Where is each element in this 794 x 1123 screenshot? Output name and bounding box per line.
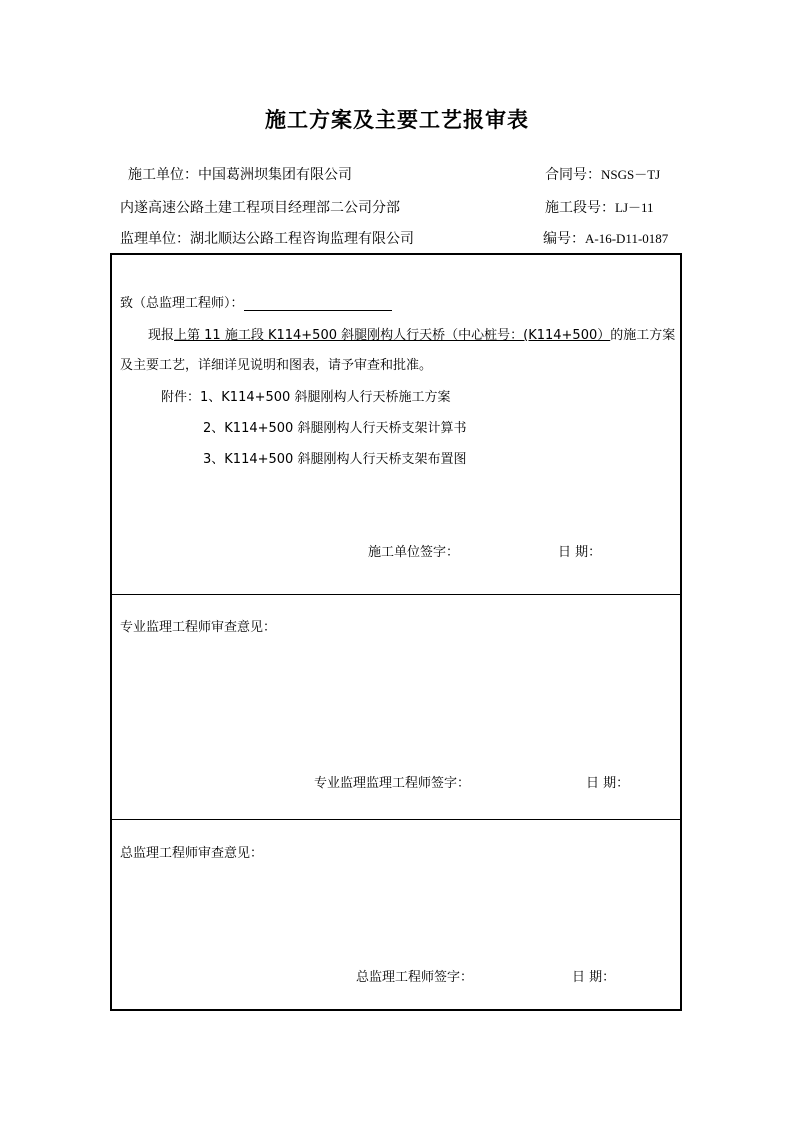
- chief-opinion-label: 总监理工程师审查意见：: [120, 846, 264, 861]
- chief-date-label: 日 期：: [572, 970, 616, 985]
- attachment-item: 2、K114+500 斜腿刚构人行天桥支架计算书: [203, 421, 467, 436]
- section-no-row: [545, 197, 654, 217]
- addressee-row: [120, 292, 392, 311]
- attachment-row-1: [161, 386, 450, 405]
- chief-review-section: [112, 820, 680, 1009]
- contractor-name: 中国葛洲坝集团有限公司: [198, 167, 352, 183]
- serial-no-label: 编号：: [543, 231, 585, 247]
- specialist-review-section: [112, 595, 680, 820]
- supervisor-row: [120, 228, 414, 248]
- serial-no-value: A-16-D11-0187: [585, 231, 669, 246]
- specialist-sign-label: 专业监理监理工程师签字：: [314, 776, 471, 791]
- contractor-label: 施工单位：: [128, 167, 198, 183]
- contractor-sub: 内遂高速公路土建工程项目经理部二公司分部: [120, 200, 400, 216]
- section-no-value: LJ－11: [615, 200, 654, 215]
- submission-section: [112, 255, 680, 595]
- body-line-1: [148, 324, 675, 343]
- attachment-item: 3、K114+500 斜腿刚构人行天桥支架布置图: [203, 452, 467, 467]
- contract-no-value: NSGS－TJ: [601, 167, 661, 182]
- contractor-sign-label: 施工单位签字：: [368, 545, 460, 560]
- body-prefix: 现报: [148, 328, 175, 343]
- review-form: [110, 253, 682, 1011]
- addressee-blank[interactable]: [244, 296, 392, 311]
- section-no-label: 施工段号：: [545, 200, 615, 216]
- supervisor-name: 湖北顺达公路工程咨询监理有限公司: [190, 231, 414, 247]
- addressee-label: 致（总监理工程师）：: [120, 296, 244, 311]
- attachment-item: 1、K114+500 斜腿刚构人行天桥施工方案: [200, 390, 451, 405]
- body-suffix: 的施工方案: [610, 328, 676, 343]
- body-underlined: 上第 11 施工段 K114+500 斜腿刚构人行天桥（中心桩号：(K114+500）: [174, 328, 611, 343]
- specialist-date-label: 日 期：: [586, 776, 630, 791]
- contract-no-label: 合同号：: [545, 167, 601, 183]
- body-line-2: 及主要工艺，详细详见说明和图表，请予审查和批准。: [120, 358, 433, 373]
- page-title: 施工方案及主要工艺报审表: [265, 107, 529, 132]
- specialist-opinion-label: 专业监理工程师审查意见：: [120, 620, 277, 635]
- supervisor-label: 监理单位：: [120, 231, 190, 247]
- contract-no-row: [545, 164, 660, 184]
- attachments-label: 附件：: [161, 390, 201, 405]
- chief-sign-label: 总监理工程师签字：: [356, 970, 474, 985]
- serial-no-row: [543, 228, 668, 248]
- contractor-row: [128, 164, 352, 184]
- contractor-date-label: 日 期：: [558, 545, 602, 560]
